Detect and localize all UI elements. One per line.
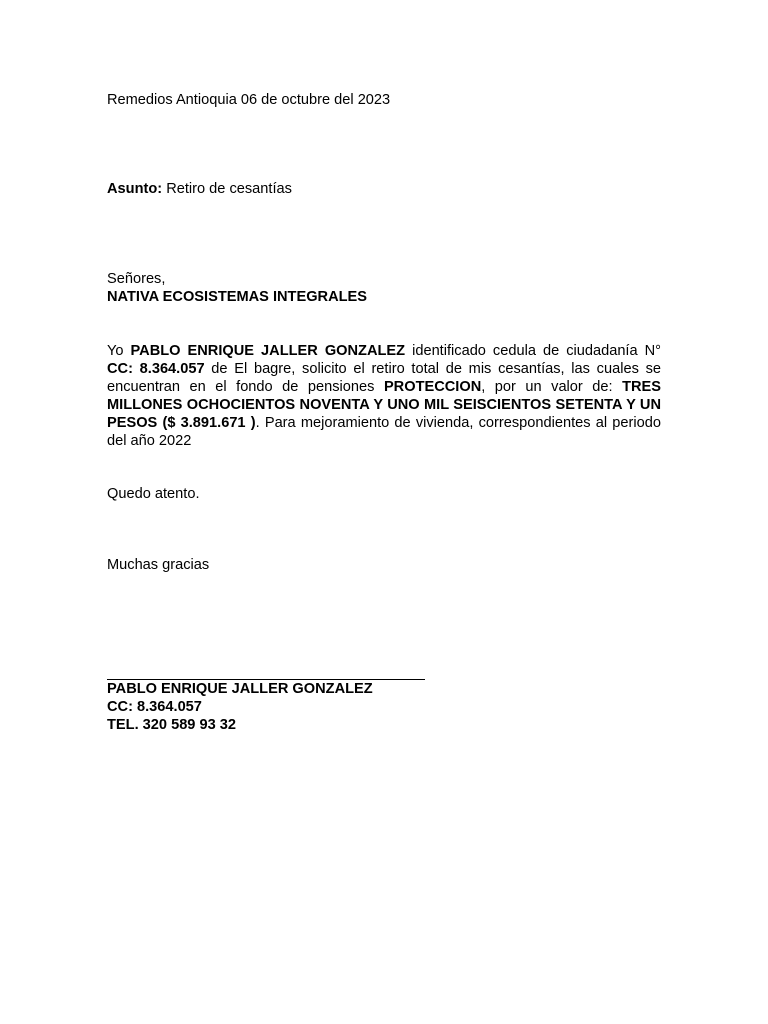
body-text-5: . Para mejoramiento de vivienda, correspondientes al periodo del año 2022 bbox=[107, 415, 661, 449]
subject-text: Retiro de cesantías bbox=[166, 181, 292, 197]
closing-attentive: Quedo atento. bbox=[107, 486, 200, 502]
body-text-4: , por un valor de: bbox=[481, 379, 623, 395]
subject-label: Asunto: bbox=[107, 181, 163, 197]
body-paragraph bbox=[107, 342, 661, 450]
body-amount: TRES MILLONES OCHOCIENTOS NOVENTA Y UNO MIL SEISCIENTOS SETENTA Y UN PESOS ($ 3.891.671 ) bbox=[107, 379, 662, 431]
body-cc: CC: 8.364.057 bbox=[107, 361, 205, 377]
closing-thanks: Muchas gracias bbox=[107, 557, 210, 573]
body-name: PABLO ENRIQUE JALLER GONZALEZ bbox=[130, 343, 406, 359]
place-date: Remedios Antioquia 06 de octubre del 2023 bbox=[107, 92, 391, 108]
signature-tel: TEL. 320 589 93 32 bbox=[107, 717, 236, 733]
signature-cc: CC: 8.364.057 bbox=[107, 699, 202, 715]
salutation: Señores, bbox=[107, 271, 166, 287]
body-text-1: Yo bbox=[107, 343, 131, 359]
body-text-3: de El bagre, solicito el retiro total de mis cesantías, las cuales se encuentran en el fondo de pensiones bbox=[107, 361, 661, 395]
recipient: NATIVA ECOSISTEMAS INTEGRALES bbox=[107, 289, 367, 305]
subject-line bbox=[107, 180, 661, 198]
body-text-2: identificado cedula de ciudadanía N° bbox=[405, 343, 661, 359]
signature-name: PABLO ENRIQUE JALLER GONZALEZ bbox=[107, 681, 373, 697]
body-fund: PROTECCION bbox=[383, 379, 482, 395]
